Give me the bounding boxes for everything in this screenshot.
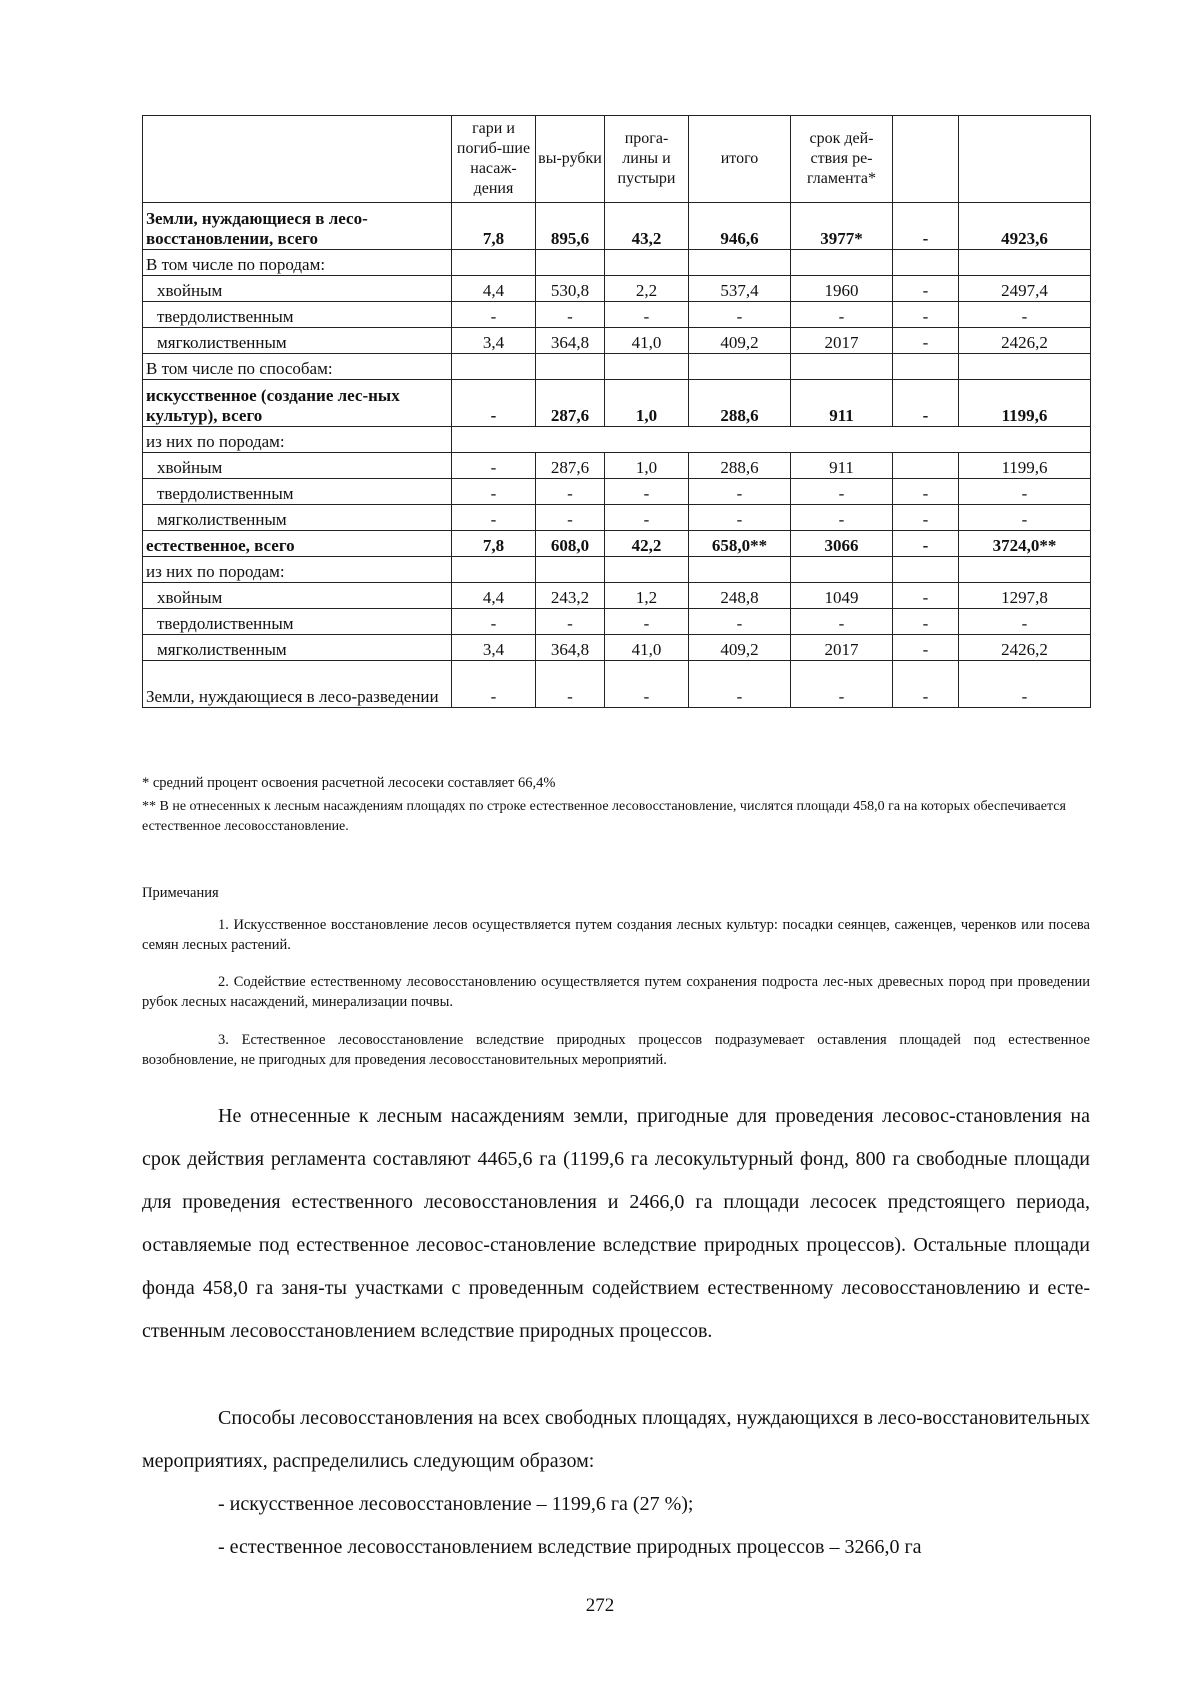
header-cell: прога-лины и пустыри: [605, 116, 689, 203]
table-cell: [605, 557, 689, 583]
table-cell: [605, 354, 689, 380]
table-cell: [959, 250, 1091, 276]
table-cell: -: [893, 609, 959, 635]
header-cell: гари и погиб-шие насаж-дения: [452, 116, 536, 203]
table-cell: 537,4: [689, 276, 791, 302]
table-cell: -: [452, 380, 536, 427]
table-row: [143, 302, 1091, 328]
table-cell: 4,4: [452, 583, 536, 609]
table-cell: 248,8: [689, 583, 791, 609]
table-row: [143, 505, 1091, 531]
row-label: твердолиственным: [143, 479, 452, 505]
table-cell: 530,8: [536, 276, 605, 302]
table-cell: 2017: [791, 635, 893, 661]
table-row: [143, 453, 1091, 479]
table-row: [143, 276, 1091, 302]
table-cell: -: [536, 609, 605, 635]
table-cell: 42,2: [605, 531, 689, 557]
table-cell: -: [791, 479, 893, 505]
table-row: [143, 635, 1091, 661]
table-cell: 3977*: [791, 203, 893, 250]
table-cell: 7,8: [452, 203, 536, 250]
table-cell: -: [959, 505, 1091, 531]
page-number: 272: [585, 1595, 615, 1616]
row-label: твердолиственным: [143, 609, 452, 635]
table-cell: 1049: [791, 583, 893, 609]
table-header-row: [143, 116, 1091, 203]
table-cell: 288,6: [689, 380, 791, 427]
table-cell: [452, 250, 536, 276]
table-cell: 658,0**: [689, 531, 791, 557]
table-cell: -: [791, 609, 893, 635]
table-cell: -: [959, 661, 1091, 708]
table-cell: -: [536, 302, 605, 328]
table-cell: 1199,6: [959, 453, 1091, 479]
row-label: искусственное (создание лес-ных культур), всего: [143, 380, 452, 427]
table-cell: 911: [791, 453, 893, 479]
table-cell: -: [893, 276, 959, 302]
table-cell: 946,6: [689, 203, 791, 250]
table-cell: 895,6: [536, 203, 605, 250]
table-cell: -: [689, 479, 791, 505]
bullet-natural: - естественное лесовосстановлением вследствие природных процессов – 3266,0 га: [218, 1536, 922, 1558]
table-cell: 364,8: [536, 328, 605, 354]
table-row: [143, 479, 1091, 505]
table-cell: 287,6: [536, 380, 605, 427]
row-label: твердолиственным: [143, 302, 452, 328]
table-cell: 2,2: [605, 276, 689, 302]
header-cell: вы-рубки: [536, 116, 605, 203]
table-cell: -: [689, 302, 791, 328]
header-cell: [959, 116, 1091, 203]
table-cell: -: [452, 661, 536, 708]
table-cell: 2497,4: [959, 276, 1091, 302]
table-cell: -: [893, 531, 959, 557]
row-label: хвойным: [143, 276, 452, 302]
table-cell: [791, 250, 893, 276]
table-cell: -: [689, 505, 791, 531]
table-cell: [893, 557, 959, 583]
paragraph-2: Способы лесовосстановления на всех свободных площадях, нуждающихся в лесо-восстановительных мероприятиях, распределились следующим образом:: [142, 1407, 1090, 1472]
table-row: [143, 250, 1091, 276]
row-label: из них по породам:: [143, 557, 452, 583]
table-cell: -: [893, 302, 959, 328]
row-label: хвойным: [143, 453, 452, 479]
table-cell: -: [893, 203, 959, 250]
table-cell: [452, 557, 536, 583]
table-cell: [689, 250, 791, 276]
table-cell: [893, 453, 959, 479]
table-cell: [689, 557, 791, 583]
table-cell: -: [452, 505, 536, 531]
row-label: В том числе по породам:: [143, 250, 452, 276]
table-cell: [536, 354, 605, 380]
table-cell: 41,0: [605, 328, 689, 354]
table-cell: 409,2: [689, 328, 791, 354]
table-cell: [536, 250, 605, 276]
table-row: [143, 328, 1091, 354]
table-cell: -: [536, 505, 605, 531]
table-cell: 287,6: [536, 453, 605, 479]
table-cell: -: [452, 479, 536, 505]
table-cell: -: [893, 380, 959, 427]
row-label: из них по породам:: [143, 427, 452, 453]
table-cell: 243,2: [536, 583, 605, 609]
table-cell: -: [452, 453, 536, 479]
row-label: Земли, нуждающиеся в лесо-восстановлении, всего: [143, 203, 452, 250]
table-cell: 1,2: [605, 583, 689, 609]
row-label: хвойным: [143, 583, 452, 609]
table-row: [143, 583, 1091, 609]
table-cell: [893, 354, 959, 380]
table-cell: 1960: [791, 276, 893, 302]
table-cell: 4923,6: [959, 203, 1091, 250]
row-label: мягколиственным: [143, 505, 452, 531]
table-cell: 3724,0**: [959, 531, 1091, 557]
table-cell: 288,6: [689, 453, 791, 479]
table-cell: 3,4: [452, 635, 536, 661]
table-cell: -: [605, 302, 689, 328]
table-cell: 409,2: [689, 635, 791, 661]
table-cell: -: [893, 505, 959, 531]
table-row: [143, 661, 1091, 708]
header-cell: итого: [689, 116, 791, 203]
table-cell: 7,8: [452, 531, 536, 557]
table-cell: -: [893, 635, 959, 661]
table-cell: -: [536, 479, 605, 505]
table-cell: 2426,2: [959, 328, 1091, 354]
table-cell: [605, 250, 689, 276]
note-2: 2. Содействие естественному лесовосстановлению осуществляется путем сохранения подроста лес-ных древесных пород при проведении рубок лесных насаждений, минерализации почвы.: [142, 974, 1090, 1010]
footnote-1: * средний процент освоения расчетной лесосеки составляет 66,4%: [142, 775, 556, 791]
table-cell: -: [893, 479, 959, 505]
notes-title: Примечания: [142, 885, 219, 901]
table-cell: 1199,6: [959, 380, 1091, 427]
table-cell: 1,0: [605, 380, 689, 427]
table-cell: 1,0: [605, 453, 689, 479]
table-cell: -: [959, 609, 1091, 635]
table-cell: [791, 557, 893, 583]
footnote-2: ** В не отнесенных к лесным насаждениям площадях по строке естественное лесовосстановление, числятся площади 458,0 га на которых обеспечивается естественное лесовосстановление.: [142, 799, 1066, 834]
table-cell: [791, 354, 893, 380]
table-cell: -: [893, 661, 959, 708]
table-cell: -: [791, 505, 893, 531]
table-cell: 2017: [791, 328, 893, 354]
row-label: Земли, нуждающиеся в лесо-разведении: [143, 661, 452, 708]
table-row: [143, 203, 1091, 250]
table-cell: [959, 354, 1091, 380]
table-row: [143, 531, 1091, 557]
table-cell: [452, 427, 1091, 453]
table-cell: -: [959, 302, 1091, 328]
table-cell: -: [452, 302, 536, 328]
table-cell: 364,8: [536, 635, 605, 661]
note-3: 3. Естественное лесовосстановление вследствие природных процессов подразумевает оставления площадей под естественное возобновление, не пригодных для проведения лесовосстановительных мероприятий.: [142, 1032, 1090, 1068]
table-cell: -: [689, 661, 791, 708]
table-cell: -: [791, 302, 893, 328]
row-label: мягколиственным: [143, 635, 452, 661]
table-cell: -: [605, 479, 689, 505]
table-cell: 2426,2: [959, 635, 1091, 661]
table-cell: [689, 354, 791, 380]
header-cell: [143, 116, 452, 203]
table-cell: -: [893, 583, 959, 609]
table-row: [143, 380, 1091, 427]
table-cell: 911: [791, 380, 893, 427]
table-cell: -: [452, 609, 536, 635]
table-cell: -: [893, 328, 959, 354]
paragraph-1: Не отнесенные к лесным насаждениям земли, пригодные для проведения лесовос-становления на срок действия регламента составляют 4465,6 га (1199,6 га лесокультурный фонд, 800 га свободные площади для проведения естественного лесовосстановления и 2466,0 га площади лесосек предстоящего периода, оставляемые под естественное лесовос-становление вследствие природных процессов). Остальные площади фонда 458,0 га заня-ты участками с проведенным содействием естественному лесовосстановлению и есте-ственным лесовосстановлением вследствие природных процессов.: [142, 1105, 1090, 1342]
note-1: 1. Искусственное восстановление лесов осуществляется путем создания лесных культур: посадки сеянцев, саженцев, черенков или посева семян лесных растений.: [142, 917, 1090, 953]
table-cell: 4,4: [452, 276, 536, 302]
row-label: В том числе по способам:: [143, 354, 452, 380]
table-row: [143, 557, 1091, 583]
table-cell: [893, 250, 959, 276]
table-row: [143, 427, 1091, 453]
table-cell: -: [605, 661, 689, 708]
table-row: [143, 609, 1091, 635]
table-cell: [452, 354, 536, 380]
table-cell: [536, 557, 605, 583]
table-cell: 3066: [791, 531, 893, 557]
row-label: мягколиственным: [143, 328, 452, 354]
table-row: [143, 354, 1091, 380]
table-cell: 3,4: [452, 328, 536, 354]
table-cell: [959, 557, 1091, 583]
table-cell: 608,0: [536, 531, 605, 557]
table-cell: -: [689, 609, 791, 635]
table-cell: 1297,8: [959, 583, 1091, 609]
reforestation-table: [142, 115, 1091, 708]
table-cell: 41,0: [605, 635, 689, 661]
table-cell: -: [536, 661, 605, 708]
table-cell: -: [605, 609, 689, 635]
header-cell: [893, 116, 959, 203]
header-cell: срок дей-ствия ре-гламента*: [791, 116, 893, 203]
table-cell: -: [959, 479, 1091, 505]
table-cell: 43,2: [605, 203, 689, 250]
table-cell: -: [605, 505, 689, 531]
bullet-artificial: - искусственное лесовосстановление – 1199,6 га (27 %);: [218, 1493, 694, 1515]
table-cell: -: [791, 661, 893, 708]
row-label: естественное, всего: [143, 531, 452, 557]
